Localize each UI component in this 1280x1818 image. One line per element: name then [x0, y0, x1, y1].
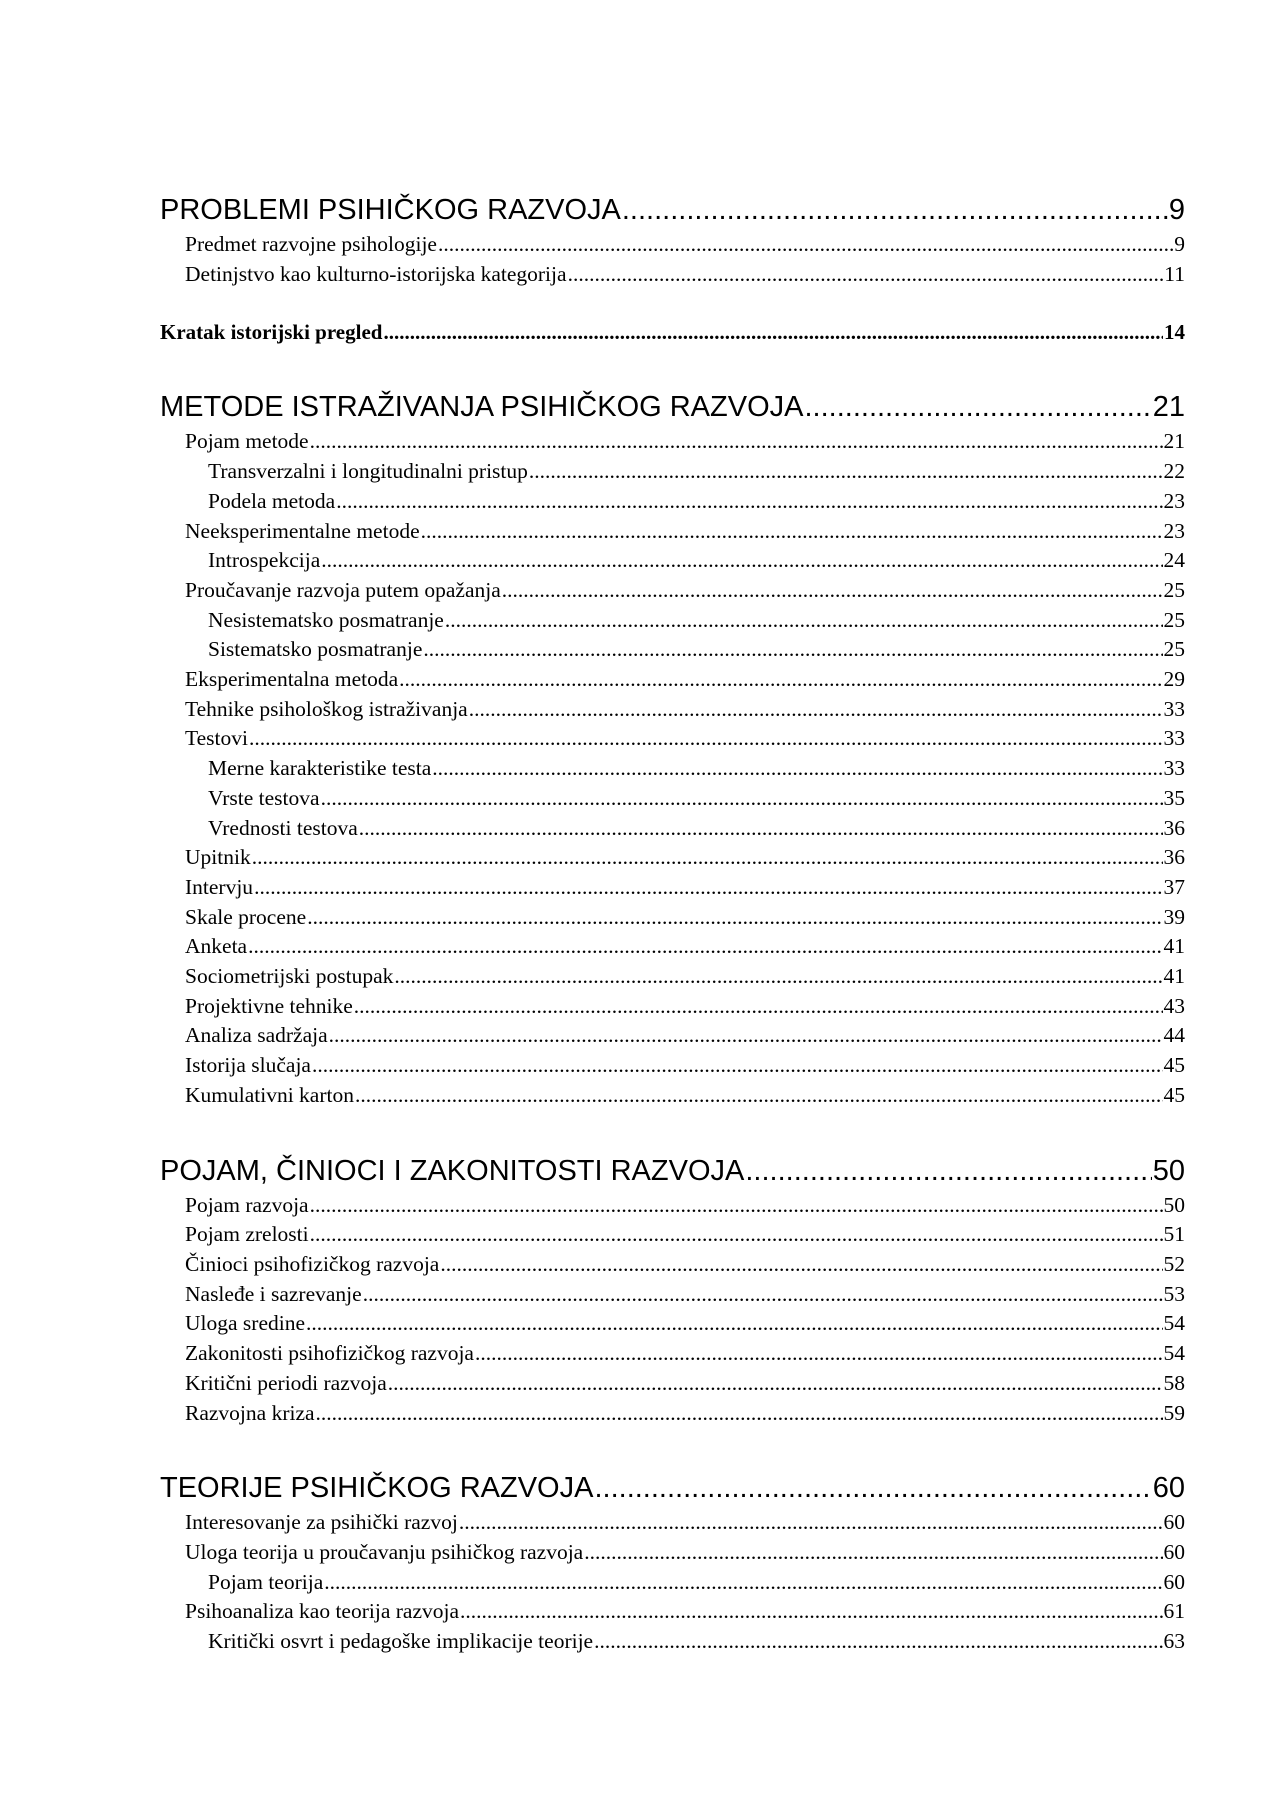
toc-entry-title: Proučavanje razvoja putem opažanja	[185, 577, 501, 602]
dot-leader	[254, 873, 1162, 903]
dot-leader	[459, 1508, 1163, 1538]
toc-entry-title: Intervju	[185, 874, 254, 899]
toc-entry[interactable]	[160, 1568, 1185, 1598]
toc-section-entry[interactable]	[160, 317, 1185, 347]
toc-entry-page-number: 44	[1163, 1023, 1185, 1048]
dot-leader	[399, 665, 1162, 695]
toc-entry-title: Testovi	[185, 726, 248, 751]
dot-leader	[363, 1280, 1163, 1310]
toc-entry-page-number: 45	[1163, 1082, 1185, 1107]
toc-entry-page-number: 11	[1164, 261, 1185, 286]
toc-entry-title: Neeksperimentalne metode	[185, 518, 420, 543]
toc-entry-title: Eksperimentalna metoda	[185, 667, 399, 692]
toc-entry-page-number: 36	[1163, 845, 1185, 870]
toc-entry-page-number: 51	[1163, 1222, 1185, 1247]
toc-entry[interactable]	[160, 1597, 1185, 1627]
toc-entry[interactable]	[160, 606, 1185, 636]
toc-entry[interactable]	[160, 260, 1185, 290]
dot-leader	[432, 754, 1162, 784]
toc-entry-page-number: 25	[1163, 607, 1185, 632]
toc-entry-title: Psihoanaliza kao teorija razvoja	[185, 1599, 460, 1624]
dot-leader	[307, 903, 1162, 933]
toc-entry-page-number: 14	[1164, 320, 1185, 345]
toc-chapter-entry[interactable]	[160, 1151, 1185, 1191]
toc-entry-page-number: 9	[1174, 232, 1185, 256]
toc-entry[interactable]	[160, 962, 1185, 992]
table-of-contents	[160, 190, 1185, 1657]
toc-entry-title: Analiza sadržaja	[185, 1023, 328, 1048]
toc-entry[interactable]	[160, 695, 1185, 725]
toc-entry[interactable]	[160, 1081, 1185, 1111]
toc-entry[interactable]	[160, 1191, 1185, 1221]
toc-entry-title: TEORIJE PSIHIČKOG RAZVOJA	[160, 1472, 594, 1505]
toc-entry-page-number: 29	[1163, 667, 1185, 692]
toc-chapter-entry[interactable]	[160, 190, 1185, 230]
dot-leader	[312, 1051, 1163, 1081]
toc-entry-title: POJAM, ČINIOCI I ZAKONITOSTI RAZVOJA	[160, 1154, 745, 1187]
toc-entry[interactable]	[160, 724, 1185, 754]
toc-entry[interactable]	[160, 1627, 1185, 1657]
toc-entry[interactable]	[160, 1369, 1185, 1399]
toc-entry-title: Činioci psihofizičkog razvoja	[185, 1251, 440, 1276]
toc-entry-title: METODE ISTRAŽIVANJA PSIHIČKOG RAZVOJA	[160, 391, 804, 424]
toc-entry[interactable]	[160, 457, 1185, 487]
toc-entry-title: Detinjstvo kao kulturno-istorijska kategorija	[185, 261, 567, 286]
toc-entry[interactable]	[160, 1508, 1185, 1538]
dot-leader	[329, 1021, 1163, 1051]
toc-entry-title: Zakonitosti psihofizičkog razvoja	[185, 1341, 474, 1366]
toc-entry-page-number: 50	[1152, 1154, 1185, 1187]
toc-entry-title: Interesovanje za psihički razvoj	[185, 1510, 458, 1535]
toc-entry-page-number: 53	[1163, 1281, 1185, 1306]
dot-leader	[445, 606, 1163, 636]
toc-entry-title: Transverzalni i longitudinalni pristup	[208, 459, 528, 484]
toc-entry-page-number: 41	[1163, 964, 1185, 989]
toc-entry[interactable]	[160, 784, 1185, 814]
toc-entry[interactable]	[160, 1021, 1185, 1051]
toc-entry[interactable]	[160, 546, 1185, 576]
toc-entry[interactable]	[160, 1250, 1185, 1280]
toc-entry[interactable]	[160, 1399, 1185, 1429]
toc-entry-title: Anketa	[185, 934, 248, 959]
toc-entry[interactable]	[160, 1280, 1185, 1310]
toc-entry-title: Sistematsko posmatranje	[208, 637, 423, 662]
toc-entry-page-number: 60	[1163, 1569, 1185, 1594]
dot-leader	[383, 317, 1163, 347]
toc-entry-title: Pojam metode	[185, 429, 309, 454]
dot-leader	[248, 932, 1162, 962]
dot-leader	[252, 843, 1163, 873]
dot-leader	[423, 635, 1162, 665]
toc-entry-page-number: 9	[1168, 194, 1185, 226]
toc-entry-title: Introspekcija	[208, 548, 321, 573]
toc-entry-page-number: 54	[1163, 1341, 1185, 1366]
toc-chapter-entry[interactable]	[160, 1468, 1185, 1508]
dot-leader	[316, 1399, 1163, 1429]
toc-entry-page-number: 24	[1163, 548, 1185, 573]
dot-leader	[745, 1151, 1151, 1191]
toc-entry-page-number: 52	[1163, 1251, 1185, 1276]
toc-entry-page-number: 22	[1163, 459, 1185, 484]
toc-entry-page-number: 23	[1163, 488, 1185, 513]
dot-leader	[438, 230, 1173, 260]
toc-entry[interactable]	[160, 635, 1185, 665]
toc-entry[interactable]	[160, 814, 1185, 844]
toc-entry-page-number: 33	[1163, 726, 1185, 751]
dot-leader	[622, 190, 1168, 230]
toc-entry-page-number: 60	[1163, 1539, 1185, 1564]
dot-leader	[359, 814, 1163, 844]
toc-entry-title: Nesistematsko posmatranje	[208, 607, 444, 632]
toc-entry-page-number: 50	[1163, 1192, 1185, 1217]
toc-entry-title: Pojam teorija	[208, 1569, 324, 1594]
toc-entry-title: Uloga sredine	[185, 1311, 306, 1336]
toc-entry[interactable]	[160, 1339, 1185, 1369]
dot-leader	[529, 457, 1163, 487]
toc-entry[interactable]	[160, 873, 1185, 903]
toc-entry-title: Kratak istorijski pregled	[160, 320, 383, 345]
dot-leader	[354, 992, 1163, 1022]
toc-entry-page-number: 59	[1163, 1400, 1185, 1425]
toc-entry-page-number: 58	[1163, 1370, 1185, 1395]
toc-entry-title: Sociometrijski postupak	[185, 964, 394, 989]
dot-leader	[584, 1538, 1162, 1568]
toc-entry-title: Pojam zrelosti	[185, 1222, 309, 1247]
toc-entry-title: Upitnik	[185, 845, 251, 870]
toc-entry-page-number: 45	[1163, 1053, 1185, 1078]
toc-entry-title: Podela metoda	[208, 488, 336, 513]
toc-entry[interactable]	[160, 665, 1185, 695]
dot-leader	[321, 546, 1162, 576]
toc-entry-page-number: 43	[1163, 993, 1185, 1018]
toc-entry-title: Vrednosti testova	[208, 815, 358, 840]
toc-entry[interactable]	[160, 230, 1185, 260]
toc-entry[interactable]	[160, 576, 1185, 606]
dot-leader	[249, 724, 1163, 754]
toc-entry-title: Projektivne tehnike	[185, 993, 353, 1018]
dot-leader	[594, 1627, 1162, 1657]
toc-entry-title: Razvojna kriza	[185, 1400, 315, 1425]
dot-leader	[594, 1468, 1151, 1508]
toc-entry[interactable]	[160, 1538, 1185, 1568]
toc-entry-page-number: 36	[1163, 815, 1185, 840]
toc-entry-page-number: 39	[1163, 904, 1185, 929]
toc-entry-title: Kritični periodi razvoja	[185, 1370, 387, 1395]
toc-entry-title: Merne karakteristike testa	[208, 756, 432, 781]
toc-entry-page-number: 25	[1163, 577, 1185, 602]
dot-leader	[469, 695, 1163, 725]
toc-entry-title: PROBLEMI PSIHIČKOG RAZVOJA	[160, 194, 621, 226]
dot-leader	[804, 387, 1151, 427]
toc-entry-page-number: 25	[1163, 637, 1185, 662]
dot-leader	[475, 1339, 1163, 1369]
toc-entry[interactable]	[160, 1220, 1185, 1250]
toc-entry-page-number: 61	[1163, 1599, 1185, 1624]
dot-leader	[336, 487, 1162, 517]
toc-entry-page-number: 63	[1163, 1629, 1185, 1654]
dot-leader	[310, 427, 1163, 457]
dot-leader	[394, 962, 1162, 992]
dot-leader	[440, 1250, 1162, 1280]
toc-entry-page-number: 60	[1163, 1510, 1185, 1535]
dot-leader	[355, 1081, 1163, 1111]
toc-entry[interactable]	[160, 487, 1185, 517]
toc-entry-title: Istorija slučaja	[185, 1053, 311, 1078]
toc-entry-title: Kumulativni karton	[185, 1082, 354, 1107]
toc-entry-page-number: 35	[1163, 785, 1185, 810]
toc-entry-title: Kritički osvrt i pedagoške implikacije teorije	[208, 1629, 594, 1654]
toc-entry[interactable]	[160, 427, 1185, 457]
toc-entry-page-number: 54	[1163, 1311, 1185, 1336]
toc-entry[interactable]	[160, 1309, 1185, 1339]
dot-leader	[310, 1191, 1163, 1221]
dot-leader	[388, 1369, 1163, 1399]
dot-leader	[502, 576, 1163, 606]
toc-entry-page-number: 21	[1152, 391, 1185, 424]
toc-entry[interactable]	[160, 843, 1185, 873]
toc-chapter-entry[interactable]	[160, 387, 1185, 427]
toc-entry-title: Predmet razvojne psihologije	[185, 232, 437, 256]
toc-entry[interactable]	[160, 932, 1185, 962]
toc-entry-page-number: 37	[1163, 874, 1185, 899]
toc-entry[interactable]	[160, 1051, 1185, 1081]
dot-leader	[421, 517, 1163, 547]
dot-leader	[324, 1568, 1162, 1598]
dot-leader	[568, 260, 1164, 290]
dot-leader	[306, 1309, 1162, 1339]
toc-entry-page-number: 33	[1163, 756, 1185, 781]
toc-entry-title: Tehnike psihološkog istraživanja	[185, 696, 468, 721]
toc-entry-page-number: 23	[1163, 518, 1185, 543]
toc-entry-page-number: 33	[1163, 696, 1185, 721]
toc-entry[interactable]	[160, 903, 1185, 933]
toc-entry[interactable]	[160, 992, 1185, 1022]
toc-entry-title: Nasleđe i sazrevanje	[185, 1281, 362, 1306]
toc-entry-title: Pojam razvoja	[185, 1192, 309, 1217]
toc-entry-page-number: 21	[1163, 429, 1185, 454]
dot-leader	[310, 1220, 1163, 1250]
toc-entry[interactable]	[160, 517, 1185, 547]
toc-entry-title: Skale procene	[185, 904, 307, 929]
toc-entry-title: Uloga teorija u proučavanju psihičkog razvoja	[185, 1539, 584, 1564]
toc-entry-title: Vrste testova	[208, 785, 320, 810]
dot-leader	[321, 784, 1163, 814]
toc-entry-page-number: 41	[1163, 934, 1185, 959]
toc-entry[interactable]	[160, 754, 1185, 784]
dot-leader	[460, 1597, 1162, 1627]
toc-entry-page-number: 60	[1152, 1472, 1185, 1505]
